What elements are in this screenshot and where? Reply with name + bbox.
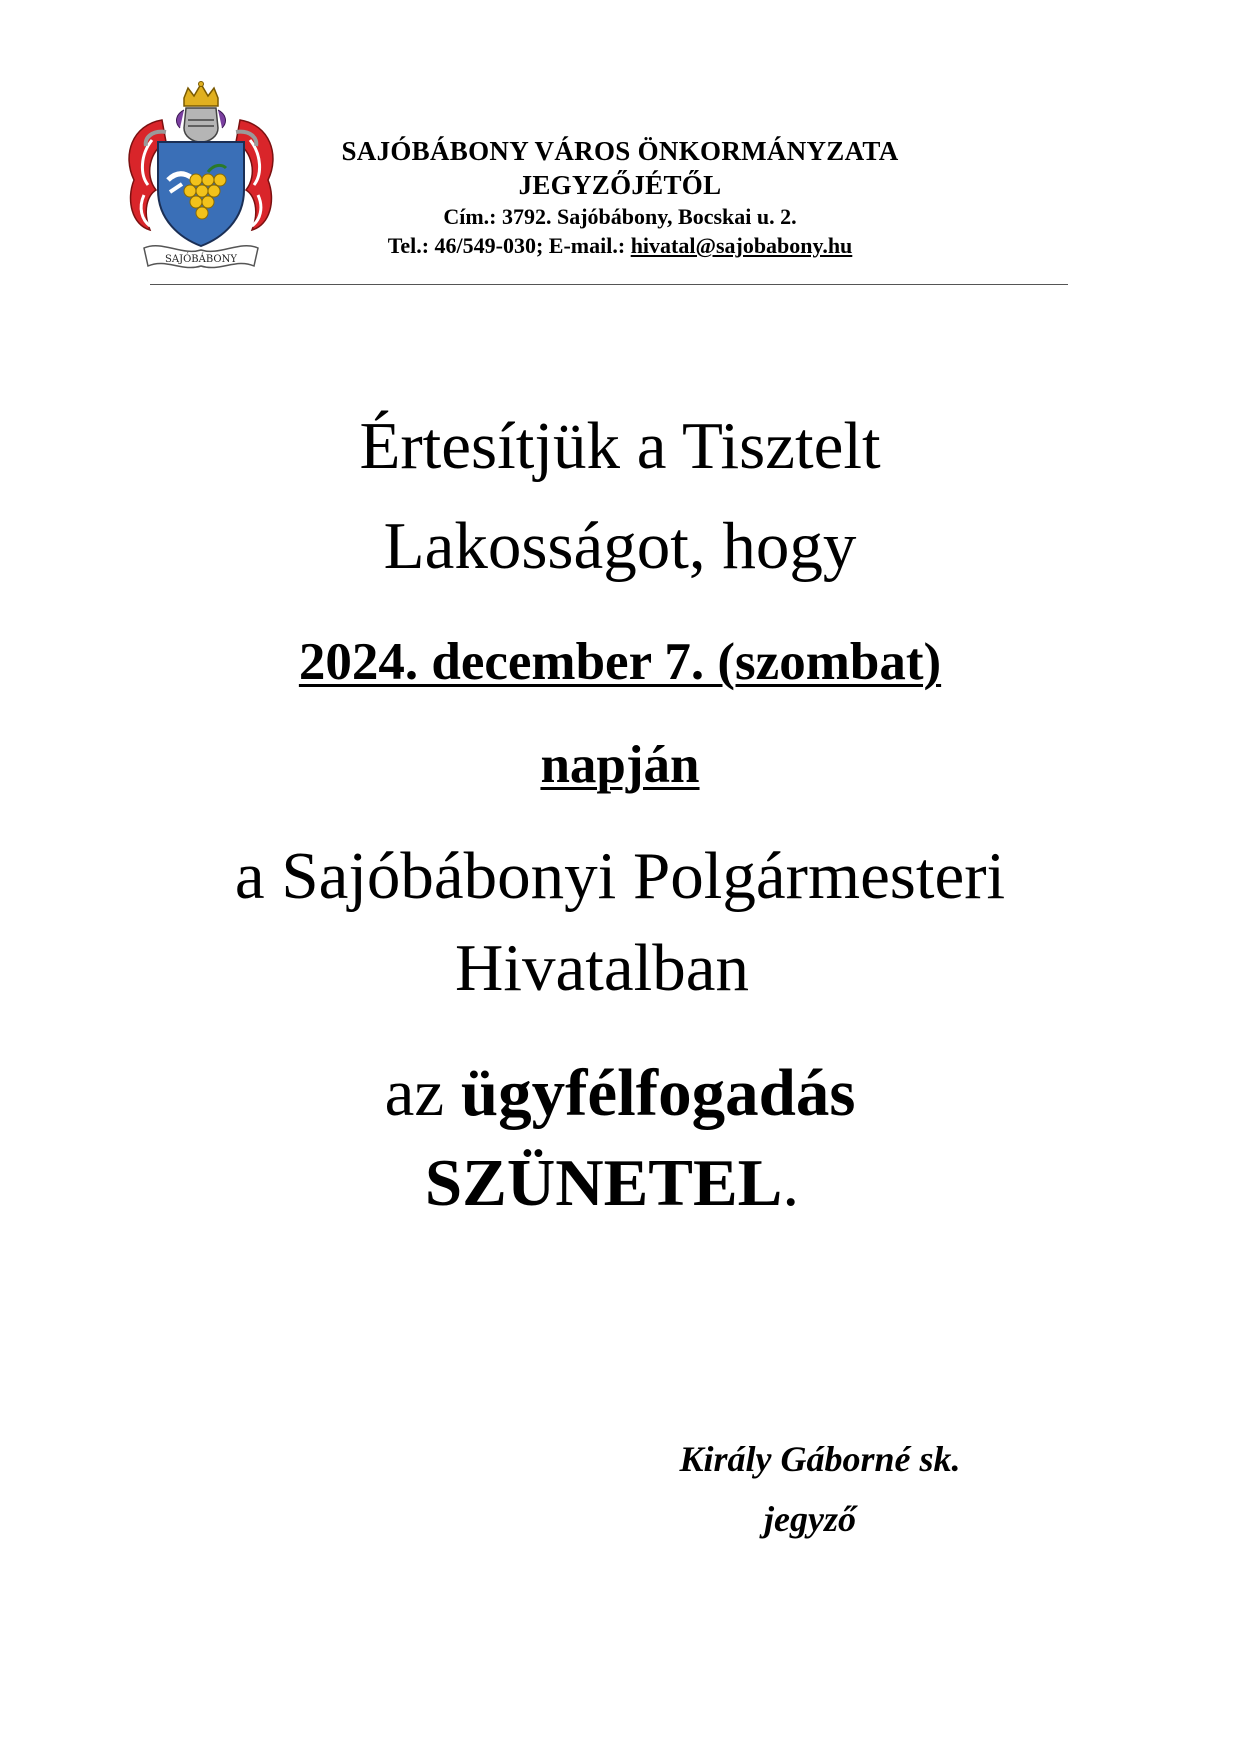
org-name-line2: JEGYZŐJÉTŐL — [518, 170, 722, 200]
letterhead — [290, 134, 950, 260]
signature-name: Király Gáborné sk. — [679, 1439, 961, 1479]
contact-line — [290, 231, 950, 260]
crest-banner-text: SAJÓBÁBONY — [165, 254, 237, 265]
notice-line-5-bold: ügyfélfogadás — [460, 1056, 856, 1130]
org-name-line1: SAJÓBÁBONY VÁROS ÖNKORMÁNYZATA — [341, 136, 899, 166]
notice-line-6-bold: SZÜNETEL — [424, 1146, 783, 1220]
notice-line-5 — [0, 1055, 1240, 1132]
header-divider — [150, 284, 1068, 285]
notice-date: 2024. december 7. (szombat) — [298, 633, 942, 691]
notice-line-6 — [0, 1145, 1232, 1222]
signature-title: jegyző — [764, 1499, 856, 1539]
notice-line-5-prefix: az — [384, 1056, 461, 1130]
email-link[interactable]: hivatal@sajobabony.hu — [630, 233, 853, 258]
coat-of-arms-logo — [122, 80, 280, 278]
notice-line-4: Hivatalban — [455, 931, 749, 1005]
notice-line-6-end: . — [782, 1146, 800, 1220]
notice-line-1: Értesítjük a Tisztelt — [359, 409, 881, 483]
notice-date-suffix: napján — [540, 736, 700, 794]
contact-prefix: Tel.: 46/549-030; E-mail.: — [387, 233, 631, 258]
address-line: Cím.: 3792. Sajóbábony, Bocskai u. 2. — [443, 204, 797, 229]
notice-line-3: a Sajóbábonyi Polgármesteri — [234, 839, 1006, 913]
notice-line-2: Lakosságot, hogy — [383, 509, 857, 583]
